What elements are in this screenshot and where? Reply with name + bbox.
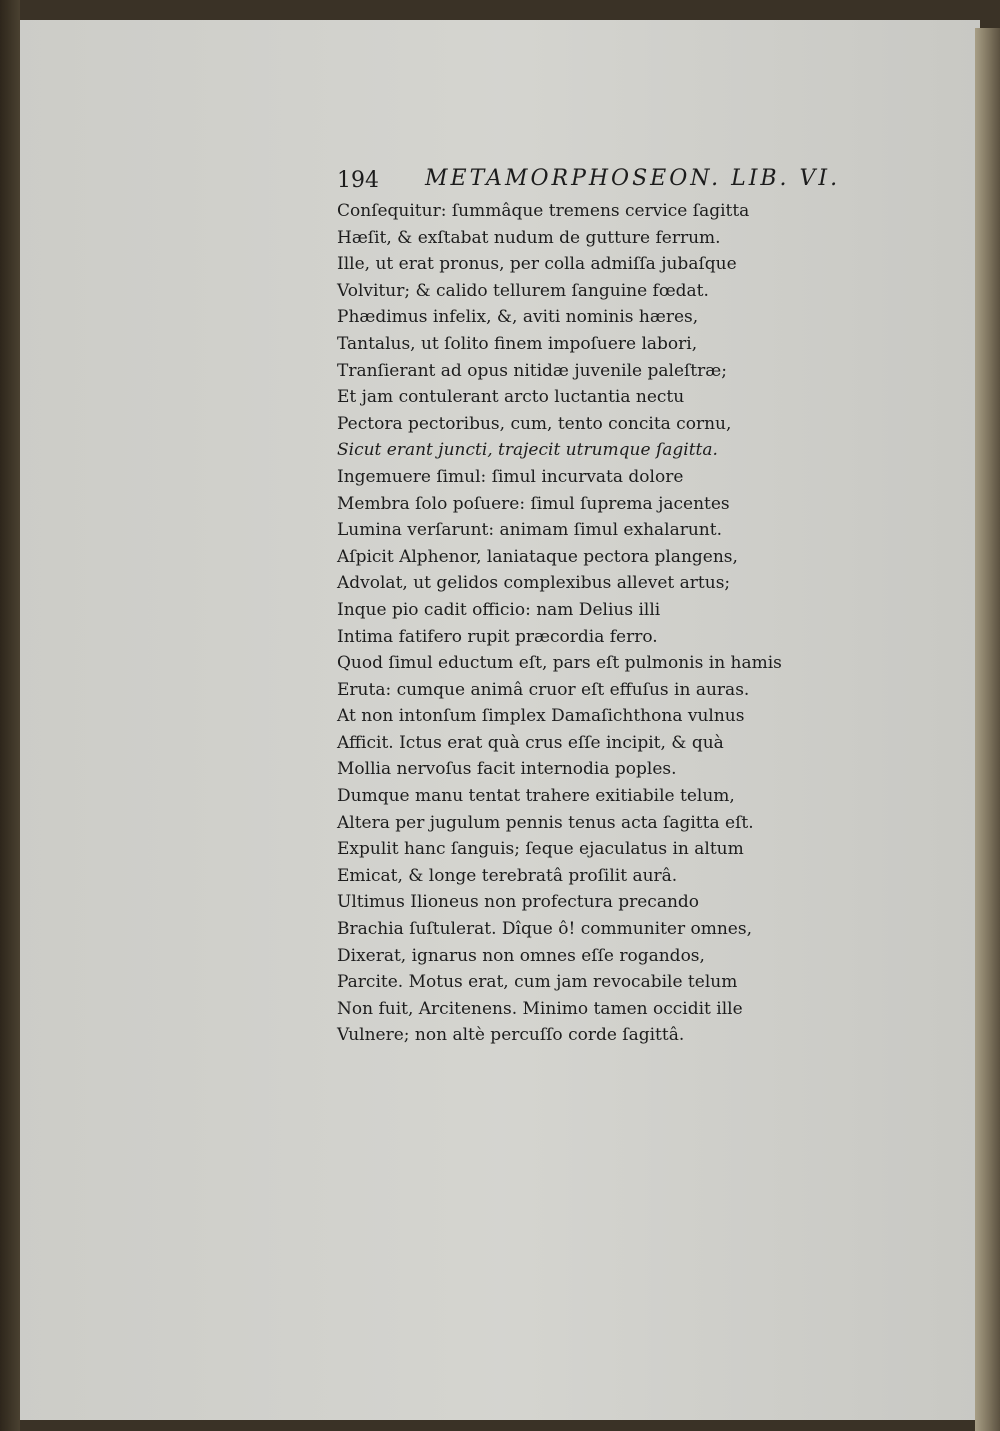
verse-line: Tranſierant ad opus nitidæ juvenile paleſtræ; [337, 360, 727, 381]
verse-line: Dumque manu tentat trahere exitiabile telum, [337, 786, 735, 807]
verse-line: Lumina verſarunt: animam ſimul exhalarunt. [337, 520, 722, 541]
page-number: 194 [337, 168, 379, 193]
verse-line: Quod ſimul eductum eſt, pars eſt pulmonis in hamis [337, 653, 782, 674]
verse-line: Conſequitur: ſummâque tremens cervice ſagitta [337, 201, 750, 221]
verse-line: Non fuit, Arcitenens. Minimo tamen occidit ille [337, 998, 743, 1019]
verse-line: Afficit. Ictus erat quà crus eſſe incipit, & quà [337, 732, 724, 753]
running-head [337, 166, 841, 198]
verse-block [337, 198, 817, 1049]
verse-line: Tantalus, ut ſolito finem impoſuere labori, [337, 333, 698, 354]
verse-line: Inque pio cadit officio: nam Delius illi [337, 599, 661, 620]
verse-line: Brachia ſuſtulerat. Dîque ô! communiter omnes, [337, 919, 752, 940]
verse-line: Intima fatifero rupit præcordia ferro. [337, 626, 658, 647]
verse-line: Advolat, ut gelidos complexibus allevet artus; [337, 573, 731, 594]
verse-line: Expulit hanc ſanguis; ſeque ejaculatus in altum [337, 839, 744, 860]
verse-line: Eruta: cumque animâ cruor eſt effuſus in auras. [337, 679, 750, 700]
verse-line: Emicat, & longe terebratâ proſilit aurâ. [337, 865, 678, 886]
verse-line: Ultimus Ilioneus non profectura precando [337, 892, 700, 913]
verse-line: Phædimus infelix, &, aviti nominis hæres, [337, 307, 699, 328]
verse-line: Dixerat, ignarus non omnes eſſe rogandos, [337, 945, 705, 966]
book-gutter-shadow [0, 0, 20, 1431]
verse-line: Membra ſolo poſuere: ſimul ſuprema jacentes [337, 493, 730, 514]
page-edge-right [975, 28, 1000, 1431]
verse-line: Pectora pectoribus, cum, tento concita cornu, [337, 413, 732, 434]
verse-line: Ille, ut erat pronus, per colla admiſſa jubaſque [337, 254, 737, 275]
verse-line: Et jam contulerant arcto luctantia nectu [337, 387, 685, 408]
verse-line: Parcite. Motus erat, cum jam revocabile telum [337, 972, 738, 993]
verse-line: Vulnere; non altè percuſſo corde ſagittâ. [337, 1025, 685, 1046]
verse-line: At non intonſum ſimplex Damaſichthona vulnus [337, 706, 745, 727]
verse-line: Aſpicit Alphenor, laniataque pectora plangens, [337, 546, 738, 567]
verse-line: Sicut erant juncti, trajecit utrumque ſagitta. [337, 440, 718, 461]
running-head-title: METAMORPHOSEON. LIB. VI. [425, 166, 841, 191]
verse-line: Altera per jugulum pennis tenus acta ſagitta eſt. [337, 812, 754, 833]
verse-line: Hæſit, & exſtabat nudum de gutture ferrum. [337, 227, 721, 248]
verse-line: Mollia nervoſus facit internodia poples. [337, 759, 677, 780]
verse-line: Volvitur; & calido tellurem ſanguine fœdat. [337, 280, 709, 301]
verse-line: Ingemuere ſimul: ſimul incurvata dolore [337, 466, 684, 487]
